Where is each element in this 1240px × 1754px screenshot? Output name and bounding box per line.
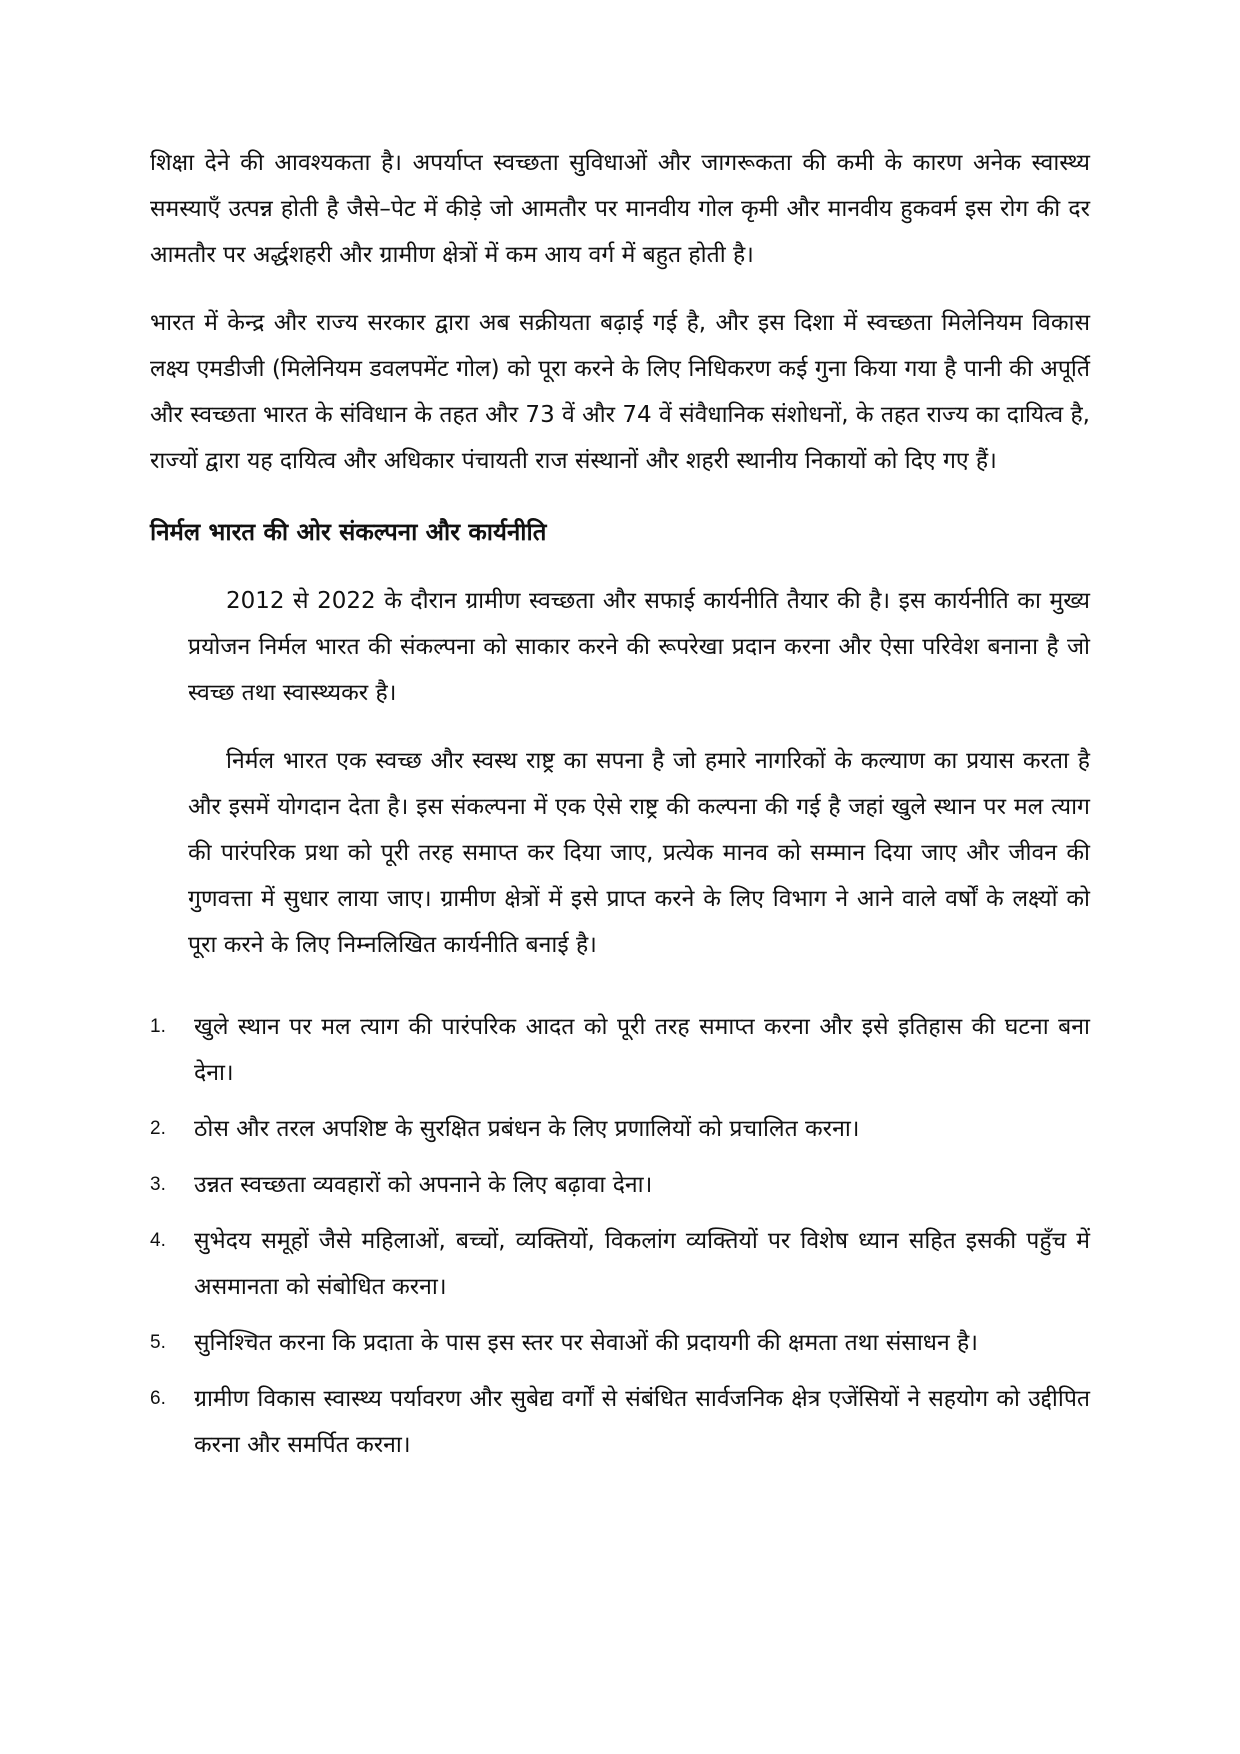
list-item-number: 5. — [150, 1332, 166, 1353]
section-heading: निर्मल भारत की ओर संकल्पना और कार्यनीति — [150, 518, 547, 546]
list-item-text: ठोस और तरल अपशिष्ट के सुरक्षित प्रबंधन के लिए प्रणालियों को प्रचालित करना। — [194, 1116, 860, 1142]
list-item-text: सुभेदय समूहों जैसे महिलाओं, बच्चों, व्यक्तियों, विकलांग व्यक्तियों पर विशेष ध्यान सहित इसकी पहुँच में असमानता को संबोधित करना। — [194, 1228, 1090, 1300]
paragraph-government-role: भारत में केन्द्र और राज्य सरकार द्वारा अब सक्रीयता बढ़ाई गई है, और इस दिशा में स्वच्छता मिलेनियम विकास लक्ष्य एमडीजी (मिलेनियम डवलपमेंट गोल) को पूरा करने के लिए निधिकरण कई गुना किया गया है पानी की अपूर्ति और स्वच्छता भारत के संविधान के तहत और 73 वें और 74 वें संवैधानिक संशोधनों, के तहत राज्य का दायित्व है, राज्यों द्वारा यह दायित्व और अधिकार पंचायती राज संस्थानों और शहरी स्थानीय निकायों को दिए गए हैं। — [150, 310, 1090, 474]
list-item-text: ग्रामीण विकास स्वास्थ्य पर्यावरण और सुबेद्य वर्गों से संबंधित सार्वजनिक क्षेत्र एजेंसियों ने सहयोग को उद्दीपित करना और समर्पित करना। — [194, 1386, 1090, 1458]
paragraph-strategy: 2012 से 2022 के दौरान ग्रामीण स्वच्छता और सफाई कार्यनीति तैयार की है। इस कार्यनीति का मुख्य प्रयोजन निर्मल भारत की संकल्पना को साकार करने की रूपरेखा प्रदान करना और ऐसा परिवेश बनाना है जो स्वच्छ तथा स्वास्थ्यकर है। — [188, 588, 1090, 706]
list-item — [150, 1106, 1090, 1152]
list-item — [150, 1004, 1090, 1096]
list-item-text: खुले स्थान पर मल त्याग की पारंपरिक आदत को पूरी तरह समाप्त करना और इसे इतिहास की घटना बना देना। — [194, 1014, 1090, 1086]
list-item-text: उन्नत स्वच्छता व्यवहारों को अपनाने के लिए बढ़ावा देना। — [194, 1172, 653, 1198]
document-page — [150, 140, 1090, 1478]
list-item-text: सुनिश्चित करना कि प्रदाता के पास इस स्तर पर सेवाओं की प्रदायगी की क्षमता तथा संसाधन है। — [194, 1330, 978, 1356]
list-item — [150, 1162, 1090, 1208]
list-item — [150, 1376, 1090, 1468]
strategy-list — [150, 1004, 1090, 1468]
paragraph-intro: शिक्षा देने की आवश्यकता है। अपर्याप्त स्वच्छता सुविधाओं और जागरूकता की कमी के कारण अनेक स्वास्थ्य समस्याएँ उत्पन्न होती है जैसे–पेट में कीड़े जो आमतौर पर मानवीय गोल कृमी और मानवीय हुकवर्म इस रोग की दर आमतौर पर अर्द्धशहरी और ग्रामीण क्षेत्रों में कम आय वर्ग में बहुत होती है। — [150, 150, 1090, 268]
list-item-number: 1. — [150, 1016, 166, 1037]
list-item-number: 6. — [150, 1388, 166, 1409]
list-item-number: 3. — [150, 1174, 166, 1195]
list-item-number: 4. — [150, 1230, 166, 1251]
list-item — [150, 1320, 1090, 1366]
list-item — [150, 1218, 1090, 1310]
list-item-number: 2. — [150, 1118, 166, 1139]
paragraph-vision: निर्मल भारत एक स्वच्छ और स्वस्थ राष्ट्र का सपना है जो हमारे नागरिकों के कल्याण का प्रयास करता है और इसमें योगदान देता है। इस संकल्पना में एक ऐसे राष्ट्र की कल्पना की गई है जहां खुले स्थान पर मल त्याग की पारंपरिक प्रथा को पूरी तरह समाप्त कर दिया जाए, प्रत्येक मानव को सम्मान दिया जाए और जीवन की गुणवत्ता में सुधार लाया जाए। ग्रामीण क्षेत्रों में इसे प्राप्त करने के लिए विभाग ने आने वाले वर्षों के लक्ष्यों को पूरा करने के लिए निम्नलिखित कार्यनीति बनाई है। — [188, 748, 1090, 958]
